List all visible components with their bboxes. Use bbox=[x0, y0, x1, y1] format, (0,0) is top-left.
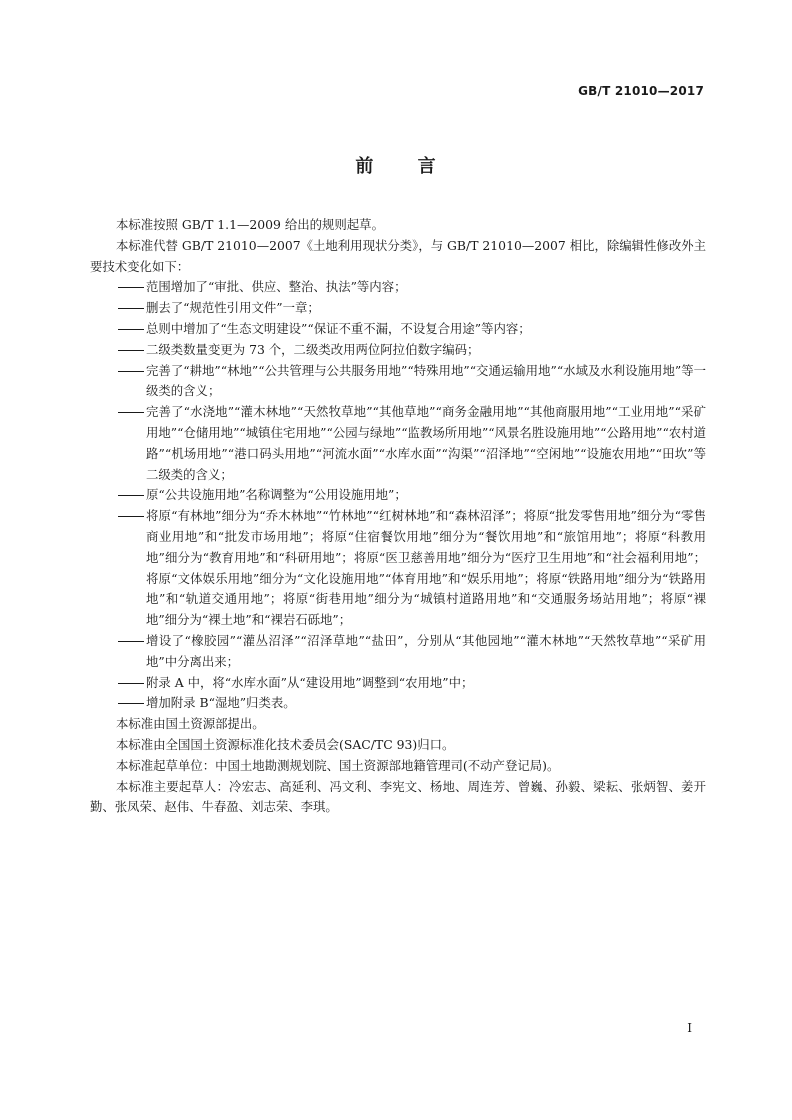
intro-paragraph: 本标准代替 GB/T 21010—2007《土地利用现状分类》，与 GB/T 21010—2007 相比，除编辑性修改外主要技术变化如下： bbox=[90, 237, 706, 274]
change-item-text: 将原“有林地”细分为“乔木林地”“竹林地”“红树林地”和“森林沼泽”；将原“批发零售用地”细分为“零售商业用地”和“批发市场用地”；将原“住宿餐饮用地”细分为“餐饮用地”和“旅馆用地”；将原“科教用地”细分为“教育用地”和“科研用地”；将原“医卫慈善用地”细分为“医疗卫生用地”和“社会福利用地”；将原“文体娱乐用地”细分为“文化设施用地”“体育用地”和“娱乐用地”；将原“铁路用地”细分为“铁路用地”和“轨道交通用地”；将原“街巷用地”细分为“城镇村道路用地”和“交通服务场站用地”；将原“裸地”细分为“裸土地”和“裸岩石砾地”； bbox=[146, 508, 706, 628]
change-item-text: 删去了“规范性引用文件”一章； bbox=[146, 300, 320, 316]
change-item bbox=[90, 673, 706, 694]
change-list bbox=[90, 277, 706, 714]
change-item bbox=[90, 361, 706, 403]
change-item-text: 总则中增加了“生态文明建设”“保证不重不漏，不设复合用途”等内容； bbox=[146, 320, 531, 336]
change-item bbox=[90, 402, 706, 485]
closing-paragraph: 本标准由国土资源部提出。 bbox=[116, 716, 265, 732]
change-item bbox=[90, 277, 706, 298]
change-item-text: 增加附录 B“湿地”归类表。 bbox=[146, 695, 296, 711]
change-item bbox=[90, 340, 706, 361]
change-item bbox=[90, 319, 706, 340]
page-number: I bbox=[687, 1021, 692, 1035]
change-item bbox=[90, 693, 706, 714]
change-item-text: 附录 A 中，将“水库水面”从“建设用地”调整到“农用地”中； bbox=[146, 674, 474, 690]
change-item bbox=[90, 485, 706, 506]
change-item-text: 增设了“橡胶园”“灌丛沼泽”“沼泽草地”“盐田”，分别从“其他园地”“灌木林地”“天然牧草地”“采矿用地”中分离出来； bbox=[146, 632, 706, 669]
closing-paragraph: 本标准起草单位：中国土地勘测规划院、国土资源部地籍管理司(不动产登记局)。 bbox=[116, 757, 560, 773]
page-title: 前 言 bbox=[355, 156, 437, 177]
change-item-text: 完善了“耕地”“林地”“公共管理与公共服务用地”“特殊用地”“交通运输用地”“水域及水利设施用地”等一级类的含义； bbox=[146, 362, 706, 399]
closing-paragraph: 本标准主要起草人：冷宏志、高延利、冯文利、李宪文、杨地、周连芳、曾巍、孙毅、梁耘、张炳智、姜开勤、张凤荣、赵伟、牛春盈、刘志荣、李琪。 bbox=[90, 778, 706, 815]
change-item bbox=[90, 506, 706, 631]
standard-code: GB/T 21010—2017 bbox=[578, 84, 704, 98]
change-item bbox=[90, 298, 706, 319]
change-item-text: 原“公共设施用地”名称调整为“公用设施用地”； bbox=[146, 487, 407, 503]
change-item-text: 二级类数量变更为 73 个，二级类改用两位阿拉伯数字编码； bbox=[146, 341, 480, 357]
intro-paragraph: 本标准按照 GB/T 1.1—2009 给出的规则起草。 bbox=[116, 217, 384, 232]
change-item bbox=[90, 631, 706, 673]
document-body bbox=[90, 215, 706, 818]
change-item-text: 完善了“水浇地”“灌木林地”“天然牧草地”“其他草地”“商务金融用地”“其他商服用地”“工业用地”“采矿用地”“仓储用地”“城镇住宅用地”“公园与绿地”“监教场所用地”“风景名胜设施用地”“公路用地”“农村道路”“机场用地”“港口码头用地”“河流水面”“水库水面”“沟渠”“沼泽地”“空闲地”“设施农用地”“田坎”等二级类的含义； bbox=[146, 404, 706, 482]
change-item-text: 范围增加了“审批、供应、整治、执法”等内容； bbox=[146, 279, 407, 295]
closing-paragraph: 本标准由全国国土资源标准化技术委员会(SAC/TC 93)归口。 bbox=[116, 736, 455, 752]
